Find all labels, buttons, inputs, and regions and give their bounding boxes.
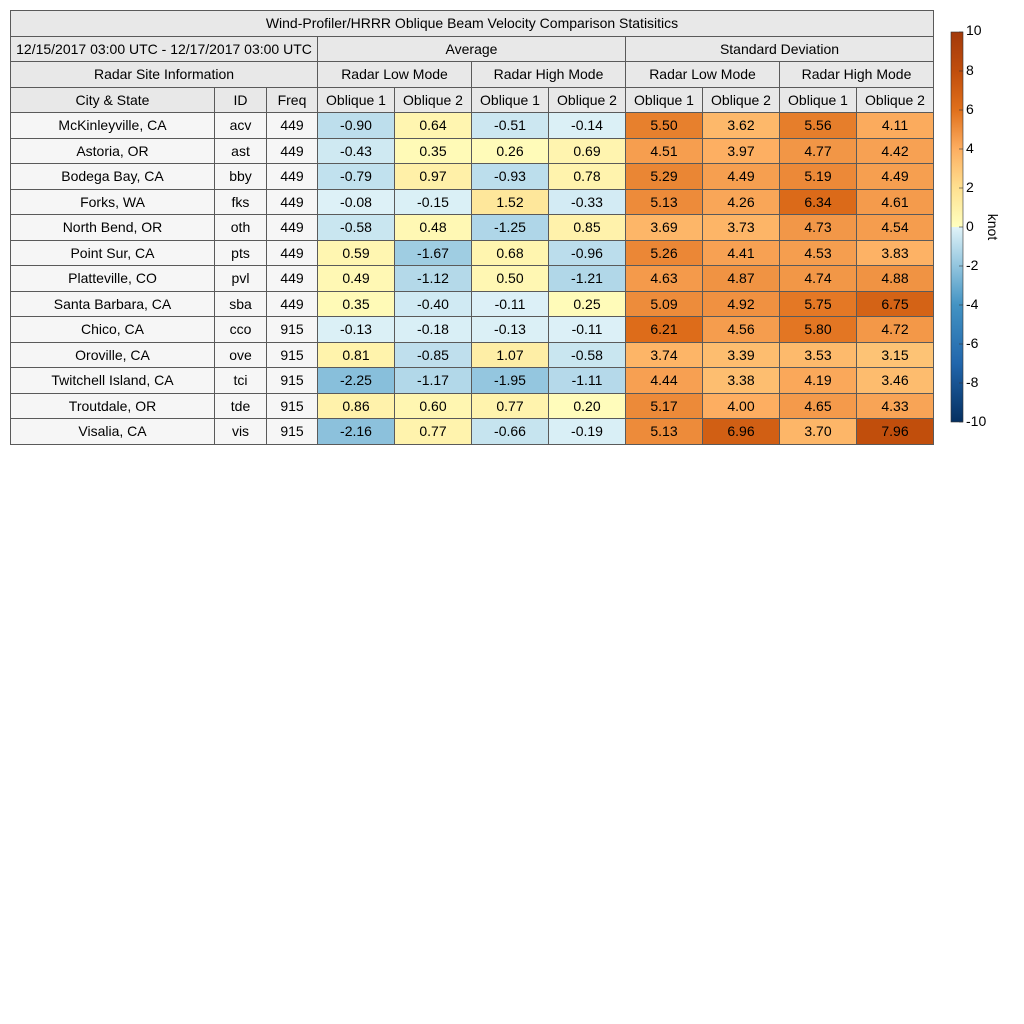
site-freq-cell: 449 <box>267 189 318 215</box>
colorbar-label: knot <box>985 213 1001 241</box>
value-cell: 3.38 <box>703 368 780 394</box>
value-cell: 4.44 <box>626 368 703 394</box>
average-header: Average <box>318 36 626 62</box>
value-cell: -0.93 <box>472 164 549 190</box>
site-name-cell: Oroville, CA <box>11 342 215 368</box>
site-id-cell: ast <box>215 138 267 164</box>
value-cell: 0.50 <box>472 266 549 292</box>
value-cell: 5.19 <box>780 164 857 190</box>
site-info-header: Radar Site Information <box>11 62 318 88</box>
mode-header: Radar Low Mode <box>626 62 780 88</box>
site-name-cell: Visalia, CA <box>11 419 215 445</box>
col-header-value: Oblique 1 <box>780 87 857 113</box>
value-cell: -1.21 <box>549 266 626 292</box>
value-cell: 5.13 <box>626 419 703 445</box>
colorbar-tick-label: 6 <box>966 101 974 117</box>
value-cell: 4.00 <box>703 393 780 419</box>
col-header-value: Oblique 2 <box>703 87 780 113</box>
site-name-cell: Troutdale, OR <box>11 393 215 419</box>
site-id-cell: fks <box>215 189 267 215</box>
site-name-cell: Twitchell Island, CA <box>11 368 215 394</box>
value-cell: 4.33 <box>857 393 934 419</box>
value-cell: 5.09 <box>626 291 703 317</box>
colorbar-tick-label: -6 <box>966 335 979 351</box>
colorbar-tick-label: -2 <box>966 257 979 273</box>
mode-header: Radar Low Mode <box>318 62 472 88</box>
value-cell: -0.43 <box>318 138 395 164</box>
table-row <box>11 138 934 164</box>
site-name-cell: North Bend, OR <box>11 215 215 241</box>
site-freq-cell: 449 <box>267 291 318 317</box>
period-label: 12/15/2017 03:00 UTC - 12/17/2017 03:00 UTC <box>11 36 318 62</box>
table-body <box>11 113 934 445</box>
value-cell: -0.13 <box>318 317 395 343</box>
site-id-cell: pvl <box>215 266 267 292</box>
table-row <box>11 291 934 317</box>
value-cell: 4.11 <box>857 113 934 139</box>
colorbar-tick-label: 10 <box>966 22 982 38</box>
value-cell: -1.67 <box>395 240 472 266</box>
value-cell: 0.68 <box>472 240 549 266</box>
value-cell: 1.52 <box>472 189 549 215</box>
site-name-cell: Platteville, CO <box>11 266 215 292</box>
value-cell: 4.51 <box>626 138 703 164</box>
site-freq-cell: 915 <box>267 368 318 394</box>
colorbar-tick-label: -8 <box>966 374 979 390</box>
value-cell: 0.48 <box>395 215 472 241</box>
value-cell: 3.69 <box>626 215 703 241</box>
value-cell: 3.39 <box>703 342 780 368</box>
value-cell: 4.61 <box>857 189 934 215</box>
site-freq-cell: 915 <box>267 393 318 419</box>
value-cell: -0.08 <box>318 189 395 215</box>
value-cell: 5.75 <box>780 291 857 317</box>
col-header-value: Oblique 2 <box>395 87 472 113</box>
value-cell: -0.90 <box>318 113 395 139</box>
value-cell: -0.18 <box>395 317 472 343</box>
value-cell: -0.11 <box>549 317 626 343</box>
site-freq-cell: 915 <box>267 419 318 445</box>
site-name-cell: Santa Barbara, CA <box>11 291 215 317</box>
value-cell: 4.53 <box>780 240 857 266</box>
site-freq-cell: 449 <box>267 240 318 266</box>
value-cell: 0.77 <box>395 419 472 445</box>
col-header-freq: Freq <box>267 87 318 113</box>
site-name-cell: Point Sur, CA <box>11 240 215 266</box>
value-cell: 4.72 <box>857 317 934 343</box>
table-title: Wind-Profiler/HRRR Oblique Beam Velocity Comparison Statisitics <box>11 11 934 37</box>
value-cell: 5.29 <box>626 164 703 190</box>
site-name-cell: McKinleyville, CA <box>11 113 215 139</box>
value-cell: 0.86 <box>318 393 395 419</box>
value-cell: 0.85 <box>549 215 626 241</box>
site-id-cell: oth <box>215 215 267 241</box>
value-cell: -1.17 <box>395 368 472 394</box>
value-cell: 3.15 <box>857 342 934 368</box>
table-row <box>11 215 934 241</box>
value-cell: 4.26 <box>703 189 780 215</box>
value-cell: 5.80 <box>780 317 857 343</box>
value-cell: -0.51 <box>472 113 549 139</box>
value-cell: 0.25 <box>549 291 626 317</box>
site-freq-cell: 449 <box>267 113 318 139</box>
value-cell: 3.46 <box>857 368 934 394</box>
colorbar-tick-label: -10 <box>966 413 987 429</box>
value-cell: 0.60 <box>395 393 472 419</box>
value-cell: -0.13 <box>472 317 549 343</box>
value-cell: -0.14 <box>549 113 626 139</box>
value-cell: 4.73 <box>780 215 857 241</box>
value-cell: 0.64 <box>395 113 472 139</box>
value-cell: -0.33 <box>549 189 626 215</box>
value-cell: 3.53 <box>780 342 857 368</box>
mode-header: Radar High Mode <box>780 62 934 88</box>
value-cell: -0.96 <box>549 240 626 266</box>
value-cell: -2.25 <box>318 368 395 394</box>
value-cell: 3.83 <box>857 240 934 266</box>
table-row <box>11 419 934 445</box>
value-cell: 5.50 <box>626 113 703 139</box>
colorbar-tick-label: 8 <box>966 62 974 78</box>
value-cell: 4.65 <box>780 393 857 419</box>
value-cell: 0.81 <box>318 342 395 368</box>
value-cell: 3.97 <box>703 138 780 164</box>
value-cell: 5.56 <box>780 113 857 139</box>
value-cell: 4.41 <box>703 240 780 266</box>
value-cell: 6.75 <box>857 291 934 317</box>
table-row <box>11 342 934 368</box>
site-name-cell: Forks, WA <box>11 189 215 215</box>
value-cell: 4.63 <box>626 266 703 292</box>
std-header: Standard Deviation <box>626 36 934 62</box>
value-cell: 1.07 <box>472 342 549 368</box>
value-cell: 4.74 <box>780 266 857 292</box>
value-cell: 0.69 <box>549 138 626 164</box>
col-header-site: City & State <box>11 87 215 113</box>
site-freq-cell: 449 <box>267 138 318 164</box>
table-row <box>11 164 934 190</box>
table-row <box>11 240 934 266</box>
value-cell: 4.56 <box>703 317 780 343</box>
value-cell: -0.79 <box>318 164 395 190</box>
value-cell: -0.19 <box>549 419 626 445</box>
value-cell: -0.85 <box>395 342 472 368</box>
table-row <box>11 189 934 215</box>
colorbar-tick-label: 2 <box>966 179 974 195</box>
value-cell: 3.62 <box>703 113 780 139</box>
value-cell: 4.54 <box>857 215 934 241</box>
site-freq-cell: 915 <box>267 342 318 368</box>
stats-table <box>10 10 934 445</box>
site-name-cell: Bodega Bay, CA <box>11 164 215 190</box>
value-cell: 4.77 <box>780 138 857 164</box>
value-cell: 0.35 <box>318 291 395 317</box>
site-freq-cell: 449 <box>267 215 318 241</box>
table-row <box>11 393 934 419</box>
value-cell: 5.13 <box>626 189 703 215</box>
table-row <box>11 266 934 292</box>
colorbar-tick-label: -4 <box>966 296 979 312</box>
value-cell: 0.49 <box>318 266 395 292</box>
table-row <box>11 317 934 343</box>
col-header-id: ID <box>215 87 267 113</box>
colorbar <box>945 20 1015 440</box>
colorbar-tick-label: 0 <box>966 218 974 234</box>
col-header-value: Oblique 2 <box>857 87 934 113</box>
value-cell: 0.20 <box>549 393 626 419</box>
value-cell: 0.26 <box>472 138 549 164</box>
value-cell: -0.11 <box>472 291 549 317</box>
value-cell: 4.92 <box>703 291 780 317</box>
value-cell: -0.58 <box>549 342 626 368</box>
value-cell: 4.49 <box>857 164 934 190</box>
value-cell: 6.34 <box>780 189 857 215</box>
value-cell: 7.96 <box>857 419 934 445</box>
value-cell: -1.12 <box>395 266 472 292</box>
site-id-cell: sba <box>215 291 267 317</box>
value-cell: -0.66 <box>472 419 549 445</box>
value-cell: -0.58 <box>318 215 395 241</box>
site-freq-cell: 915 <box>267 317 318 343</box>
value-cell: 0.77 <box>472 393 549 419</box>
col-header-value: Oblique 1 <box>318 87 395 113</box>
value-cell: 0.78 <box>549 164 626 190</box>
value-cell: 4.88 <box>857 266 934 292</box>
value-cell: 4.19 <box>780 368 857 394</box>
table-row <box>11 368 934 394</box>
site-id-cell: pts <box>215 240 267 266</box>
value-cell: 0.97 <box>395 164 472 190</box>
value-cell: 0.59 <box>318 240 395 266</box>
site-name-cell: Chico, CA <box>11 317 215 343</box>
value-cell: -1.25 <box>472 215 549 241</box>
value-cell: 6.21 <box>626 317 703 343</box>
value-cell: -2.16 <box>318 419 395 445</box>
value-cell: -0.40 <box>395 291 472 317</box>
colorbar-tick-label: 4 <box>966 140 974 156</box>
col-header-value: Oblique 1 <box>472 87 549 113</box>
value-cell: 3.74 <box>626 342 703 368</box>
col-header-value: Oblique 2 <box>549 87 626 113</box>
value-cell: 0.35 <box>395 138 472 164</box>
site-id-cell: ove <box>215 342 267 368</box>
value-cell: 5.17 <box>626 393 703 419</box>
table-row <box>11 113 934 139</box>
value-cell: -0.15 <box>395 189 472 215</box>
value-cell: 3.70 <box>780 419 857 445</box>
site-id-cell: tde <box>215 393 267 419</box>
value-cell: 5.26 <box>626 240 703 266</box>
value-cell: -1.11 <box>549 368 626 394</box>
site-name-cell: Astoria, OR <box>11 138 215 164</box>
site-freq-cell: 449 <box>267 266 318 292</box>
value-cell: 4.49 <box>703 164 780 190</box>
value-cell: 4.42 <box>857 138 934 164</box>
site-id-cell: cco <box>215 317 267 343</box>
value-cell: 4.87 <box>703 266 780 292</box>
site-id-cell: acv <box>215 113 267 139</box>
site-id-cell: bby <box>215 164 267 190</box>
col-header-value: Oblique 1 <box>626 87 703 113</box>
value-cell: -1.95 <box>472 368 549 394</box>
site-id-cell: vis <box>215 419 267 445</box>
site-freq-cell: 449 <box>267 164 318 190</box>
value-cell: 6.96 <box>703 419 780 445</box>
mode-header: Radar High Mode <box>472 62 626 88</box>
site-id-cell: tci <box>215 368 267 394</box>
value-cell: 3.73 <box>703 215 780 241</box>
